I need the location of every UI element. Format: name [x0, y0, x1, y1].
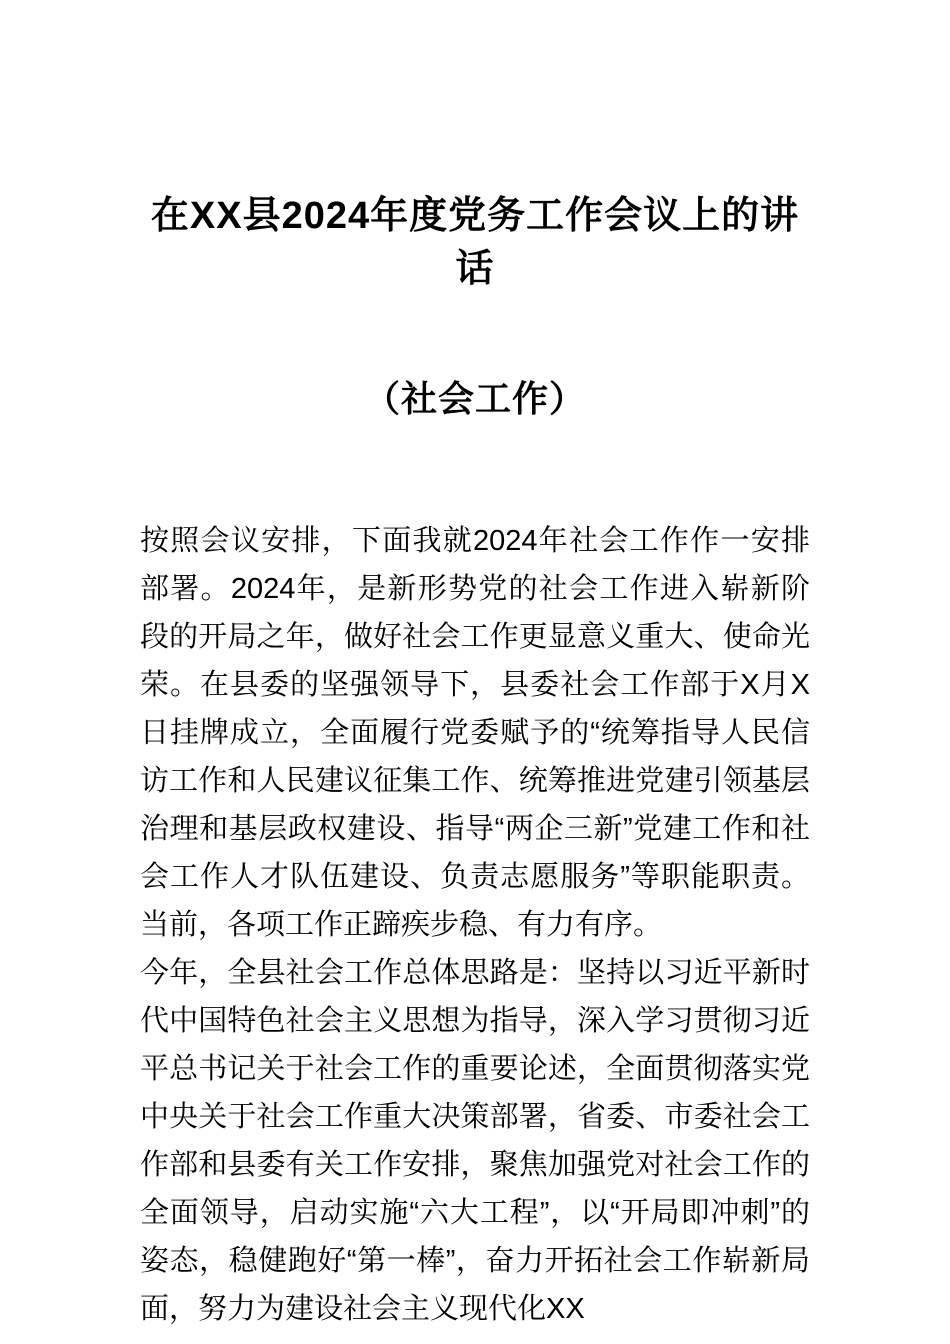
document-subtitle: （社会工作）: [363, 378, 586, 420]
paragraph-2: 今年，全县社会工作总体思路是：坚持以习近平新时代中国特色社会主义思想为指导，深入学习贯彻习近平总书记关于社会工作的重要论述，全面贯彻落实党中央关于社会工作重大决策部署，省委、市委社会工作部和县委有关工作安排，聚焦加强党对社会工作的全面领导，启动实施“六大工程”，以“开局即冲刺”的姿态，稳健跑好“第一棒”，奋力开拓社会工作崭新局面，努力为建设社会主义现代化XX: [140, 956, 810, 1325]
document-body: [140, 517, 810, 1333]
paragraph-1: 按照会议安排，下面我就2024年社会工作作一安排部署。2024年，是新形势党的社会工作进入崭新阶段的开局之年，做好社会工作更显意义重大、使命光荣。在县委的坚强领导下，县委社会工作部于X月X日挂牌成立，全面履行党委赋予的“统筹指导人民信访工作和人民建议征集工作、统筹推进党建引领基层治理和基层政权建设、指导“两企三新”党建工作和社会工作人才队伍建设、负责志愿服务”等职能职责。当前，各项工作正蹄疾步稳、有力有序。: [140, 524, 810, 941]
document-title: 在XX县2024年度党务工作会议上的讲话: [150, 195, 800, 291]
